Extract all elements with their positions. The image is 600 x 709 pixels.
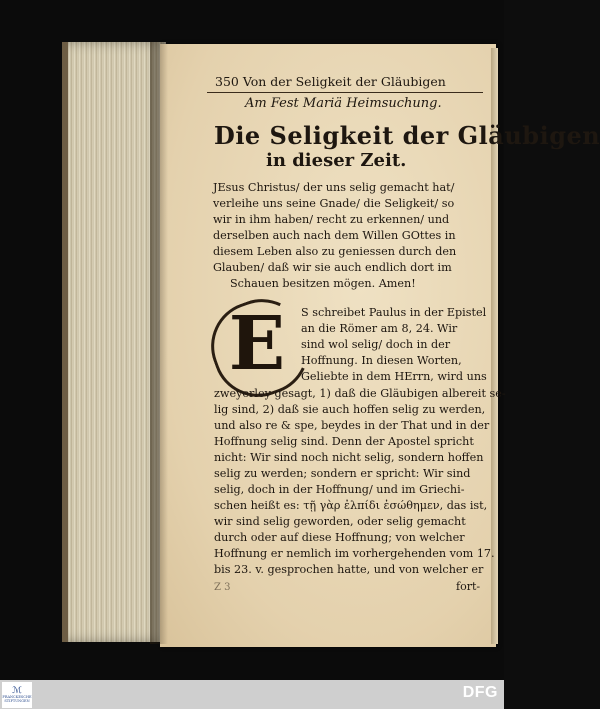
body-line: lig sind, 2) daß sie auch hoffen selig zu werden, bbox=[214, 403, 486, 416]
body-line: wir sind selig geworden, oder selig gemacht bbox=[214, 515, 466, 528]
body-line: Hoffnung. In diesen Worten, bbox=[301, 354, 462, 367]
body-line: S schreibet Paulus in der Epistel bbox=[301, 306, 487, 319]
decorated-initial bbox=[214, 298, 300, 390]
foundation-logo-text: FRANCKESCHE STIFTUNGEN bbox=[2, 694, 32, 703]
prayer-line: diesem Leben also zu geniessen durch den bbox=[213, 245, 457, 258]
body-line: bis 23. v. gesprochen hatte, und von welcher er bbox=[214, 563, 484, 576]
body-line: selig zu werden; sondern er spricht: Wir sind bbox=[214, 467, 471, 480]
body-line: selig, doch in der Hoffnung/ und im Griechi- bbox=[214, 483, 465, 496]
body-line: durch oder auf diese Hoffnung; von welcher bbox=[214, 531, 465, 544]
body-line: und also re & spe, beydes in der That und in der bbox=[214, 419, 490, 432]
body-line: Hoffnung er nemlich im vorhergehenden vom 17. bbox=[214, 547, 495, 560]
prayer-line: JEsus Christus/ der uns selig gemacht hat/ bbox=[213, 181, 455, 194]
body-line: schen heißt es: τῇ γὰρ ἐλπίδι ἐσώθημεν, das ist, bbox=[214, 499, 488, 512]
body-line: Geliebte in dem HErrn, wird uns bbox=[301, 370, 487, 383]
foundation-emblem-icon: ℳ bbox=[12, 685, 22, 696]
body-line: nicht: Wir sind noch nicht selig, sondern hoffen bbox=[214, 451, 484, 464]
gutter-shadow bbox=[150, 42, 168, 644]
header-rule bbox=[207, 92, 483, 93]
prayer-line: verleihe uns seine Gnade/ die Seligkeit/ so bbox=[213, 197, 455, 210]
body-line: an die Römer am 8, 24. Wir bbox=[301, 322, 458, 335]
prayer-line: derselben auch nach dem Willen GOttes in bbox=[213, 229, 456, 242]
catchword: fort- bbox=[456, 580, 481, 593]
body-line: Hoffnung selig sind. Denn der Apostel spricht bbox=[214, 435, 474, 448]
body-line: zweyerley gesagt, 1) daß die Gläubigen albereit se- bbox=[214, 387, 506, 400]
dfg-logo[interactable]: DFG bbox=[462, 684, 498, 701]
footer-bar bbox=[0, 680, 504, 709]
occasion-line: Am Fest Mariä Heimsuchung. bbox=[245, 96, 442, 111]
sermon-subtitle: in dieser Zeit. bbox=[266, 150, 407, 171]
prayer-line: wir in ihm haben/ recht zu erkennen/ und bbox=[213, 213, 450, 226]
signature-mark: Z 3 bbox=[214, 582, 231, 593]
body-line: sind wol selig/ doch in der bbox=[301, 338, 451, 351]
sermon-title: Die Seligkeit der Gläubigen bbox=[214, 121, 600, 150]
franckesche-stiftungen-logo[interactable] bbox=[2, 682, 32, 708]
initial-letter: E bbox=[228, 301, 286, 387]
prayer-line: Schauen besitzen mögen. Amen! bbox=[230, 277, 416, 290]
prayer-line: Glauben/ daß wir sie auch endlich dort im bbox=[213, 261, 452, 274]
running-header: 350 Von der Seligkeit der Gläubigen bbox=[215, 74, 446, 89]
